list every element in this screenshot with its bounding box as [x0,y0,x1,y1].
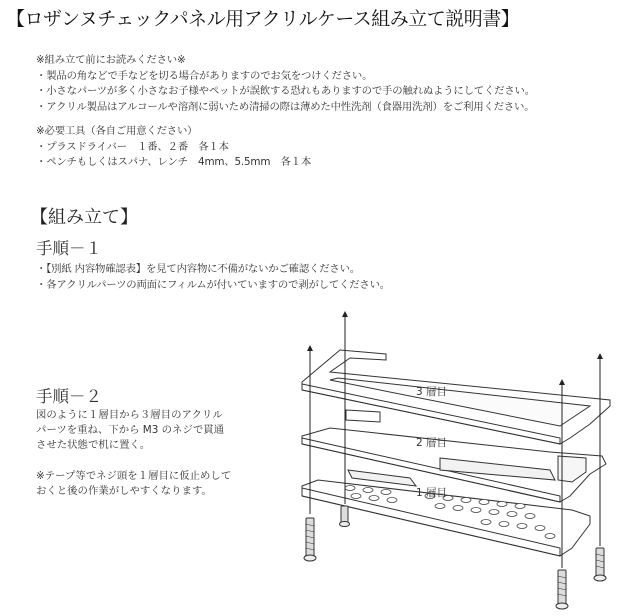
step2-line: 図のように１層目から３層目のアクリル [36,409,223,421]
step2-note-line: ※テープ等でネジ頭を１層目に仮止めして [36,469,232,482]
step2-note-line: おくと後の作業がしやすくなります。 [36,484,212,497]
tools-heading: ※必要工具（各自ご用意ください） [36,125,198,137]
screw-front [556,570,568,609]
assembly-heading: 【組み立て】 [30,207,138,228]
precaution-item: ・小さなパーツが多く小さなお子様やペットが誤飲する恐れもありますので手の触れぬようにしてください。 [36,85,535,97]
document-title: 【ロザンヌチェックパネル用アクリルケース組み立て説明書】 [6,8,520,30]
screw-center [340,506,350,527]
step2-line: させた状態で机に置く。 [36,439,151,452]
assembly-diagram [290,300,638,616]
step2-title: 手順－２ [36,387,102,406]
layer2-label: 2 層目 [416,437,448,449]
tools-section [36,124,311,171]
layer3-label: 3 層目 [416,386,448,398]
precaution-item: ・製品の角などで手などを切る場合がありますのでお気をつけください。 [36,69,373,82]
step1-body [36,262,390,293]
step1-line: ・各アクリルパーツの両面にフィルムが付いていますので剥がしてください。 [36,278,390,291]
layer1-label: 1 層目 [416,487,448,499]
precautions-section [36,53,535,115]
step1-line: ・【別紙 内容物確認表】を見て内容物に不備がないかご確認ください。 [36,263,360,275]
step2-body [36,408,231,499]
screw-left [304,518,316,561]
tool-item: ・プラスドライバー １番、２番 各１本 [36,140,229,153]
tool-item: ・ペンチもしくはスパナ、レンチ 4mm、5.5mm 各１本 [36,156,312,168]
precaution-item: ・アクリル製品はアルコールや溶剤に弱いため清掃の際は薄めた中性洗剤（食器用洗剤）をご利用ください。 [36,100,535,113]
step1-title: 手順－１ [36,239,102,258]
screw-right [594,548,606,581]
precautions-heading: ※組み立て前にお読みください※ [36,54,186,66]
step2-line: パーツを重ね、下から M3 のネジで貫通 [36,424,225,437]
